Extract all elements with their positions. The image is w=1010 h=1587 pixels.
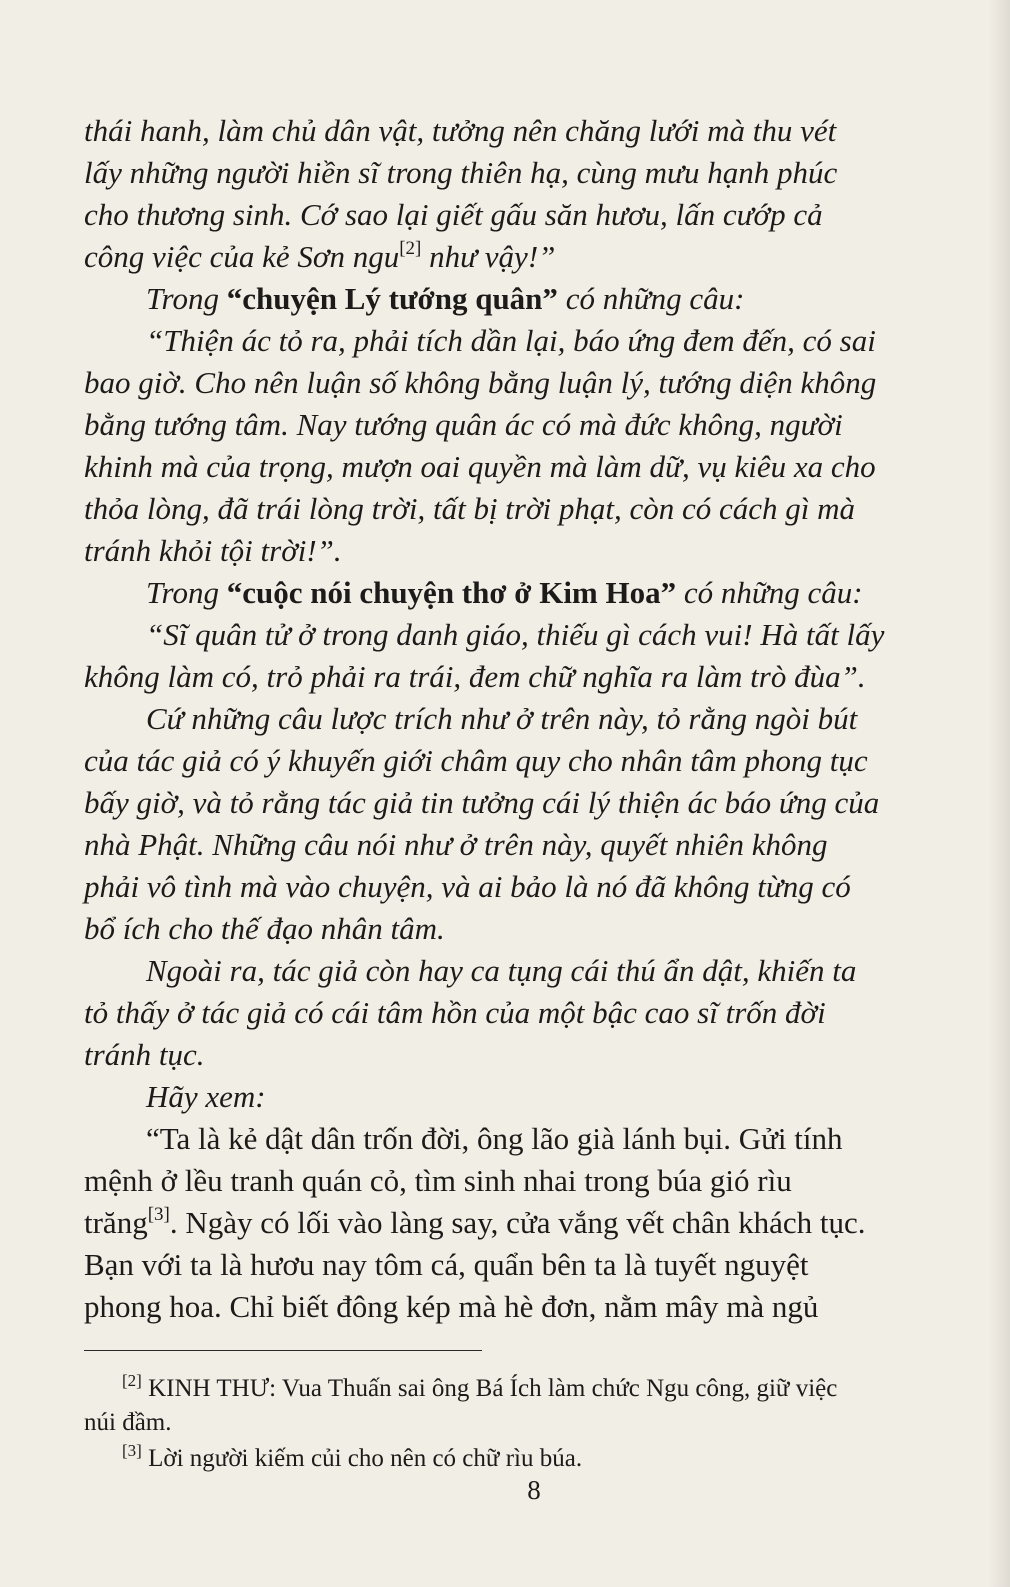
story-title: “chuyện Lý tướng quân”	[226, 281, 558, 316]
text-run: thỏa lòng, đã trái lòng trời, tất bị trời phạt, còn có cách gì mà	[84, 491, 856, 526]
text-run: Hãy xem:	[146, 1079, 266, 1114]
text-run: tỏ thấy ở tác giả có cái tâm hồn của một bậc cao sĩ trốn đời	[84, 995, 826, 1030]
text-run: nhà Phật. Những câu nói như ở trên này, quyết nhiên không	[84, 827, 828, 862]
lines-line	[84, 656, 989, 698]
footnote-marker: [3]	[147, 1204, 170, 1225]
text-run: Trong	[146, 575, 227, 610]
lines-line	[84, 236, 989, 278]
lines-line	[84, 404, 989, 446]
text-run: cho thương sinh. Cớ sao lại giết gấu săn hươu, lấn cướp cả	[84, 197, 823, 232]
text-run: không làm có, trỏ phải ra trái, đem chữ nghĩa ra làm trò đùa”.	[84, 659, 866, 694]
text-run: “Sĩ quân tử ở trong danh giáo, thiếu gì cách vui! Hà tất lấy	[146, 617, 885, 652]
lines-line	[84, 446, 989, 488]
text-run: . Ngày có lối vào làng say, cửa vắng vết chân khách tục.	[169, 1205, 866, 1240]
text-run: tránh tục.	[84, 1037, 205, 1072]
text-run: Cứ những câu lược trích như ở trên này, tỏ rằng ngòi bút	[146, 701, 858, 736]
lines-line	[84, 908, 989, 950]
lines-line	[84, 1286, 989, 1328]
lines-line	[146, 698, 1010, 740]
page-number: 8	[527, 1475, 541, 1505]
lines-line	[146, 1076, 1010, 1118]
footnote-marker: [2]	[399, 238, 422, 259]
text-run: tránh khỏi tội trời!”.	[84, 533, 342, 568]
lines-line	[146, 320, 1010, 362]
text-run: bổ ích cho thế đạo nhân tâm.	[84, 911, 445, 946]
text-run: bằng tướng tâm. Nay tướng quân ác có mà đức không, người	[84, 407, 843, 442]
lines-line	[146, 1118, 1010, 1160]
text-run: có những câu:	[676, 575, 863, 610]
text-run: Bạn với ta là hươu nay tôm cá, quẩn bên ta là tuyết nguyệt	[84, 1247, 809, 1282]
text-run: Ngoài ra, tác giả còn hay ca tụng cái thú ẩn dật, khiến ta	[146, 953, 857, 988]
lines-line	[84, 740, 989, 782]
lines-line	[146, 614, 1010, 656]
footnote-marker: [2]	[122, 1371, 142, 1390]
lines-line	[84, 488, 989, 530]
lines-line	[84, 1202, 989, 1244]
lines-line	[84, 992, 989, 1034]
lines-line	[146, 572, 1010, 614]
text-run: khinh mà của trọng, mượn oai quyền mà làm dữ, vụ kiêu xa cho	[84, 449, 876, 484]
lines-line	[84, 1160, 989, 1202]
lines-line	[146, 278, 1010, 320]
text-run: KINH THƯ: Vua Thuấn sai ông Bá Ích làm chức Ngu công, giữ việc	[141, 1375, 838, 1402]
text-run: Lời người kiếm củi cho nên có chữ rìu búa.	[141, 1445, 583, 1472]
text-run: bấy giờ, và tỏ rằng tác giả tin tưởng cái lý thiện ác báo ứng của	[84, 785, 880, 820]
lines-line	[146, 950, 1010, 992]
text-run: Trong	[146, 281, 227, 316]
lines-line	[84, 152, 989, 194]
page-edge-shadow	[988, 0, 1010, 1587]
text-run: phải vô tình mà vào chuyện, và ai bảo là nó đã không từng có	[84, 869, 851, 904]
text-run: phong hoa. Chỉ biết đông kép mà hè đơn, nằm mây mà ngủ	[84, 1289, 819, 1324]
text-run: “Thiện ác tỏ ra, phải tích dần lại, báo ứng đem đến, có sai	[146, 323, 876, 358]
text-run: lấy những người hiền sĩ trong thiên hạ, cùng mưu hạnh phúc	[84, 155, 838, 190]
lines-line	[84, 1034, 989, 1076]
text-run: “Ta là kẻ dật dân trốn đời, ông lão già lánh bụi. Gửi tính	[146, 1121, 843, 1156]
text-run: công việc của kẻ Sơn ngu	[84, 239, 400, 274]
footnote-marker: [3]	[122, 1441, 142, 1460]
footnote-rule	[84, 1350, 482, 1351]
footnotes-line	[84, 1406, 989, 1440]
lines-line	[84, 1244, 989, 1286]
lines-line	[84, 110, 989, 152]
text-run: có những câu:	[557, 281, 745, 316]
text-run: của tác giả có ý khuyến giới châm quy cho nhân tâm phong tục	[84, 743, 868, 778]
text-run: bao giờ. Cho nên luận số không bằng luận lý, tướng diện không	[84, 365, 877, 400]
lines-line	[84, 782, 989, 824]
text-run: như vậy!”	[421, 239, 556, 274]
story-title: “cuộc nói chuyện thơ ở Kim Hoa”	[226, 575, 677, 610]
lines-line	[84, 824, 989, 866]
footnotes-line	[122, 1442, 1010, 1476]
lines-line	[84, 362, 989, 404]
footnotes-line	[122, 1372, 1010, 1406]
lines-line	[84, 194, 989, 236]
text-run: thái hanh, làm chủ dân vật, tưởng nên chăng lưới mà thu vét	[84, 113, 837, 148]
lines-line	[84, 530, 989, 572]
text-run: núi đầm.	[84, 1409, 172, 1436]
text-run: trăng	[84, 1205, 148, 1240]
lines-line	[84, 866, 989, 908]
text-run: mệnh ở lều tranh quán cỏ, tìm sinh nhai trong búa gió rìu	[84, 1163, 792, 1198]
